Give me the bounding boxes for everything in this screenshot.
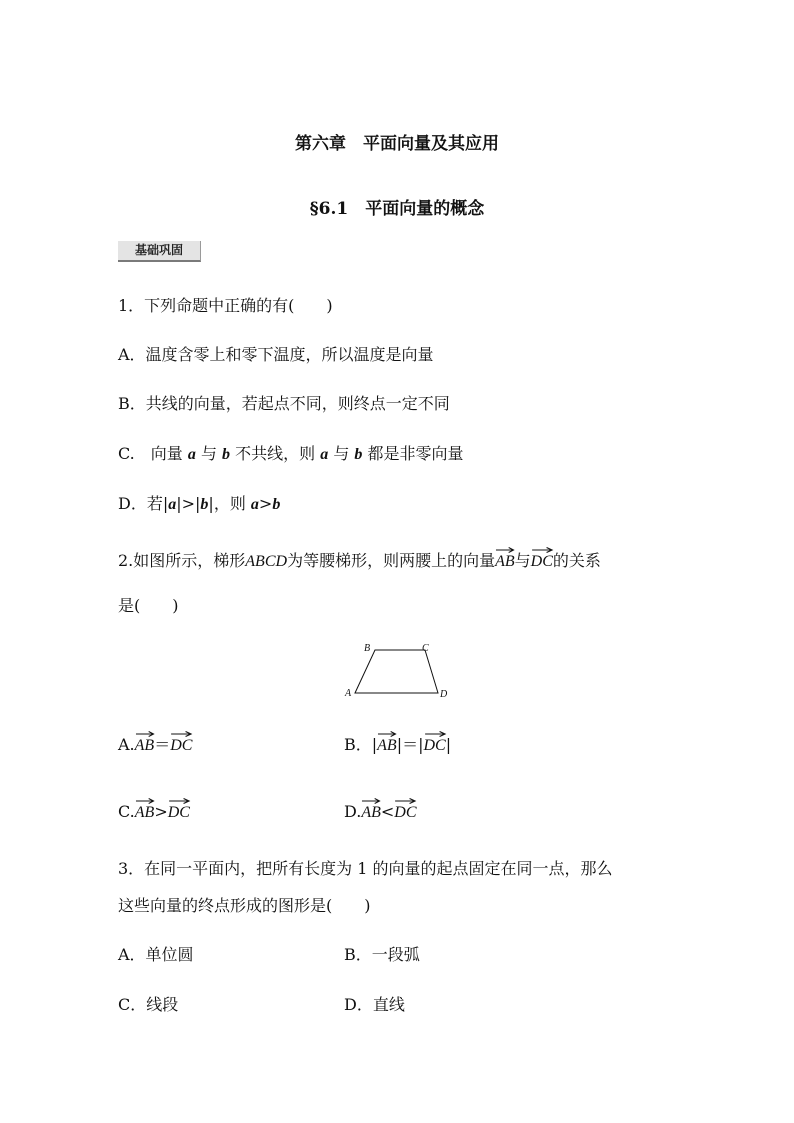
q2-option-c: C.AB >DC: [118, 801, 190, 824]
q3-option-d: D．直线: [344, 995, 405, 1014]
vector-dc: DC: [394, 802, 416, 824]
vector-dc: DC: [168, 802, 190, 824]
vector-a: a: [250, 496, 259, 513]
vector-a: a: [320, 446, 329, 463]
q1-option-c: C. 向量 a 与 b 不共线，则 a 与 b 都是非零向量: [118, 444, 464, 463]
q3-option-c: C．线段: [118, 995, 179, 1014]
trapezoid-figure: [340, 638, 460, 702]
vector-ab: AB: [495, 551, 515, 573]
q3-option-a: A．单位圆: [118, 945, 194, 964]
vector-ab: AB: [135, 735, 155, 757]
q2-option-d: D.AB <DC: [344, 801, 417, 824]
q3-stem-line1: 3．在同一平面内，把所有长度为 1 的向量的起点固定在同一点，那么: [118, 859, 613, 878]
q3-option-b: B．一段弧: [344, 945, 420, 964]
vector-b: b: [222, 446, 231, 463]
q2-option-b: B．|AB |＝|DC |: [344, 734, 451, 757]
trapezoid-name: ABCD: [245, 553, 288, 570]
q1-option-d: D．若|a|>|b|，则 a>b: [118, 494, 281, 513]
q1-option-a: A．温度含零上和零下温度，所以温度是向量: [118, 345, 434, 364]
vector-a: a: [168, 496, 177, 513]
vector-dc: DC: [170, 735, 192, 757]
q2-stem-line2: 是( ): [118, 596, 179, 615]
q3-stem-line2: 这些向量的终点形成的图形是( ): [118, 896, 371, 915]
label-c: C: [422, 643, 429, 654]
vector-ab: AB: [361, 802, 381, 824]
vector-dc: DC: [531, 551, 553, 573]
chapter-title: 第六章 平面向量及其应用: [295, 134, 499, 154]
vector-ab: AB: [377, 735, 397, 757]
section-title: §6.1 平面向量的概念: [309, 199, 485, 219]
vector-b: b: [272, 496, 281, 513]
q1-stem: 1．下列命题中正确的有( ): [118, 296, 333, 315]
label-a: A: [345, 688, 352, 699]
label-d: D: [440, 689, 448, 700]
vector-b: b: [354, 446, 363, 463]
trapezoid-shape: [355, 650, 438, 693]
vector-dc: DC: [424, 735, 446, 757]
q1-option-b: B．共线的向量，若起点不同，则终点一定不同: [118, 394, 450, 413]
vector-b: b: [200, 496, 209, 513]
vector-ab: AB: [135, 802, 155, 824]
label-b: B: [364, 643, 371, 654]
q2-option-a: A.AB ＝DC: [118, 734, 192, 757]
section-tag: 基础巩固: [118, 241, 201, 262]
q2-stem: 2.如图所示，梯形ABCD为等腰梯形，则两腰上的向量AB 与DC 的关系: [118, 550, 601, 573]
vector-a: a: [187, 446, 196, 463]
